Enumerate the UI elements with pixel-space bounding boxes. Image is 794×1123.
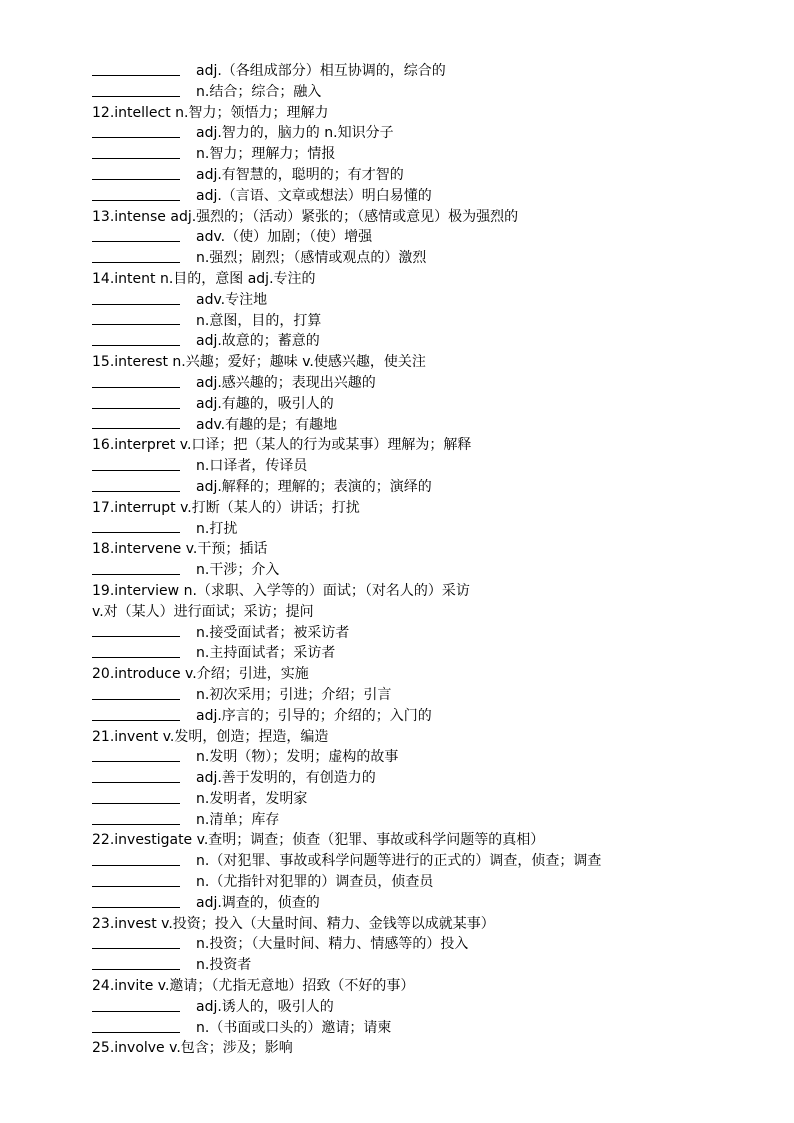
answer-blank[interactable]	[92, 685, 180, 700]
fill-in-line	[92, 997, 774, 1018]
definition-text: adv.有趣的是；有趣地	[196, 416, 338, 433]
fill-in-line	[92, 934, 774, 955]
answer-blank[interactable]	[92, 144, 180, 159]
definition-text: n.清单；库存	[196, 811, 280, 828]
answer-blank[interactable]	[92, 851, 180, 866]
headword-line	[92, 976, 774, 997]
fill-in-line	[92, 227, 774, 248]
fill-in-line	[92, 477, 774, 498]
definition-text: adj.智力的，脑力的 n.知识分子	[196, 125, 394, 142]
answer-blank[interactable]	[92, 706, 180, 721]
fill-in-line	[92, 706, 774, 727]
fill-in-line	[92, 810, 774, 831]
fill-in-line	[92, 373, 774, 394]
definition-text: adj.序言的；引导的；介绍的；入门的	[196, 707, 432, 724]
answer-blank[interactable]	[92, 310, 180, 325]
definition-text: adj.解释的；理解的；表演的；演绎的	[196, 478, 432, 495]
headword-text: 18.intervene v.干预；插话	[92, 541, 268, 558]
headword-line	[92, 664, 774, 685]
fill-in-line	[92, 872, 774, 893]
fill-in-line	[92, 186, 774, 207]
fill-in-line	[92, 519, 774, 540]
headword-line	[92, 352, 774, 373]
answer-blank[interactable]	[92, 997, 180, 1012]
vocabulary-list	[92, 61, 774, 1059]
headword-text: 25.involve v.包含；涉及；影响	[92, 1040, 293, 1057]
answer-blank[interactable]	[92, 290, 180, 305]
fill-in-line	[92, 643, 774, 664]
headword-text: 15.interest n.兴趣；爱好；趣味 v.使感兴趣，使关注	[92, 354, 426, 371]
answer-blank[interactable]	[92, 61, 180, 76]
definition-text: adj.感兴趣的；表现出兴趣的	[196, 374, 376, 391]
fill-in-line	[92, 61, 774, 82]
answer-blank[interactable]	[92, 934, 180, 949]
headword-line	[92, 602, 774, 623]
headword-line	[92, 727, 774, 748]
fill-in-line	[92, 1018, 774, 1039]
answer-blank[interactable]	[92, 789, 180, 804]
headword-text: 20.introduce v.介绍；引进，实施	[92, 666, 309, 683]
fill-in-line	[92, 144, 774, 165]
fill-in-line	[92, 768, 774, 789]
definition-text: n.意图，目的，打算	[196, 312, 322, 329]
headword-line	[92, 498, 774, 519]
definition-text: adj.诱人的，吸引人的	[196, 998, 334, 1015]
definition-text: n.发明（物）；发明；虚构的故事	[196, 749, 399, 766]
answer-blank[interactable]	[92, 955, 180, 970]
definition-text: adj.有趣的，吸引人的	[196, 395, 334, 412]
fill-in-line	[92, 331, 774, 352]
headword-text: 23.invest v.投资；投入（大量时间、精力、金钱等以成就某事）	[92, 915, 495, 932]
answer-blank[interactable]	[92, 768, 180, 783]
fill-in-line	[92, 394, 774, 415]
answer-blank[interactable]	[92, 518, 180, 533]
answer-blank[interactable]	[92, 82, 180, 97]
answer-blank[interactable]	[92, 1018, 180, 1033]
definition-text: n.发明者，发明家	[196, 790, 308, 807]
answer-blank[interactable]	[92, 331, 180, 346]
definition-text: n.强烈；剧烈；（感情或观点的）激烈	[196, 250, 427, 267]
answer-blank[interactable]	[92, 373, 180, 388]
headword-line	[92, 103, 774, 124]
fill-in-line	[92, 456, 774, 477]
definition-text: n.打扰	[196, 520, 238, 537]
headword-text: v.对（某人）进行面试；采访；提问	[92, 603, 314, 620]
headword-text: 21.invent v.发明，创造；捏造，编造	[92, 728, 329, 745]
headword-text: 13.intense adj.强烈的；（活动）紧张的；（感情或意见）极为强烈的	[92, 208, 519, 225]
definition-text: n.初次采用；引进；介绍；引言	[196, 686, 392, 703]
answer-blank[interactable]	[92, 560, 180, 575]
definition-text: adj.（言语、文章或想法）明白易懂的	[196, 187, 432, 204]
answer-blank[interactable]	[92, 394, 180, 409]
headword-line	[92, 830, 774, 851]
headword-text: 24.invite v.邀请；（尤指无意地）招致（不好的事）	[92, 978, 415, 995]
definition-text: adj.善于发明的，有创造力的	[196, 770, 376, 787]
definition-text: adv.专注地	[196, 291, 268, 308]
definition-text: adv.（使）加剧；（使）增强	[196, 229, 373, 246]
answer-blank[interactable]	[92, 456, 180, 471]
definition-text: n.结合；综合；融入	[196, 83, 322, 100]
definition-text: adj.（各组成部分）相互协调的，综合的	[196, 63, 446, 79]
definition-text: n.（尤指针对犯罪的）调查员，侦查员	[196, 874, 434, 891]
answer-blank[interactable]	[92, 893, 180, 908]
answer-blank[interactable]	[92, 227, 180, 242]
fill-in-line	[92, 789, 774, 810]
definition-text: n.口译者，传译员	[196, 458, 308, 475]
headword-line	[92, 539, 774, 560]
fill-in-line	[92, 123, 774, 144]
fill-in-line	[92, 165, 774, 186]
headword-text: 12.intellect n.智力；领悟力；理解力	[92, 104, 329, 121]
answer-blank[interactable]	[92, 872, 180, 887]
definition-text: adj.故意的；蓄意的	[196, 333, 320, 350]
definition-text: n.干涉；介入	[196, 562, 280, 579]
headword-text: 14.intent n.目的，意图 adj.专注的	[92, 270, 316, 287]
headword-line	[92, 207, 774, 228]
headword-line	[92, 435, 774, 456]
definition-text: adj.调查的，侦查的	[196, 894, 320, 911]
answer-blank[interactable]	[92, 477, 180, 492]
headword-line	[92, 1038, 774, 1059]
answer-blank[interactable]	[92, 414, 180, 429]
definition-text: n.主持面试者；采访者	[196, 645, 336, 662]
fill-in-line	[92, 685, 774, 706]
answer-blank[interactable]	[92, 165, 180, 180]
definition-text: adj.有智慧的，聪明的；有才智的	[196, 166, 404, 183]
fill-in-line	[92, 851, 774, 872]
fill-in-line	[92, 747, 774, 768]
fill-in-line	[92, 560, 774, 581]
fill-in-line	[92, 623, 774, 644]
answer-blank[interactable]	[92, 643, 180, 658]
headword-text: 16.interpret v.口译；把（某人的行为或某事）理解为；解释	[92, 437, 472, 454]
definition-text: n.（书面或口头的）邀请；请柬	[196, 1019, 392, 1036]
answer-blank[interactable]	[92, 248, 180, 263]
answer-blank[interactable]	[92, 810, 180, 825]
definition-text: n.接受面试者；被采访者	[196, 624, 350, 641]
headword-line	[92, 269, 774, 290]
headword-line	[92, 914, 774, 935]
fill-in-line	[92, 415, 774, 436]
headword-text: 17.interrupt v.打断（某人的）讲话；打扰	[92, 499, 360, 516]
answer-blank[interactable]	[92, 186, 180, 201]
fill-in-line	[92, 248, 774, 269]
headword-text: 22.investigate v.查明；调查；侦查（犯罪、事故或科学问题等的真相）	[92, 832, 545, 849]
answer-blank[interactable]	[92, 622, 180, 637]
headword-line	[92, 581, 774, 602]
fill-in-line	[92, 290, 774, 311]
fill-in-line	[92, 311, 774, 332]
fill-in-line	[92, 82, 774, 103]
answer-blank[interactable]	[92, 747, 180, 762]
definition-text: n.（对犯罪、事故或科学问题等进行的正式的）调查，侦查；调查	[196, 853, 602, 870]
answer-blank[interactable]	[92, 123, 180, 138]
headword-text: 19.interview n.（求职、入学等的）面试；（对名人的）采访	[92, 582, 470, 599]
definition-text: n.投资；（大量时间、精力、情感等的）投入	[196, 936, 469, 953]
fill-in-line	[92, 955, 774, 976]
fill-in-line	[92, 893, 774, 914]
definition-text: n.投资者	[196, 957, 252, 974]
definition-text: n.智力；理解力；情报	[196, 146, 336, 163]
